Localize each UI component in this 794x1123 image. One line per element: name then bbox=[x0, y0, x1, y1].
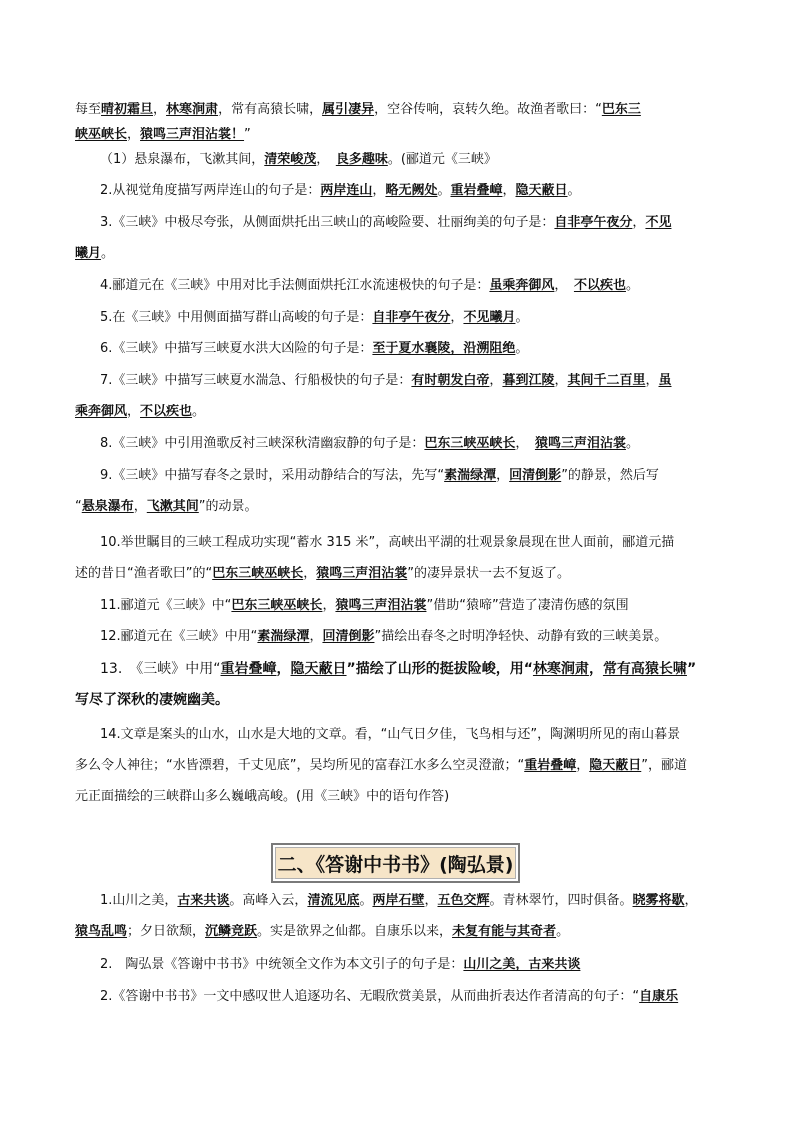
answer-blank: 属引凄异 bbox=[322, 102, 375, 117]
text-line: 6.《三峡》中描写三峡夏水洪大凶险的句子是：至于夏水襄陵，沿溯阻绝。 bbox=[100, 341, 529, 356]
text-line: 1.山川之美，古来共谈。高峰入云，清流见底。两岸石壁，五色交辉。青林翠竹，四时俱备。晓雾将歇， bbox=[100, 893, 698, 908]
text-line: （1）悬泉瀑布，飞漱其间，清荣峻茂， 良多趣味。(郦道元《三峡》 bbox=[100, 152, 497, 167]
answer-blank: 两岸石壁 bbox=[372, 893, 425, 908]
answer-blank: 自非亭午夜分 bbox=[372, 310, 451, 325]
answer-blank: 晓雾将歇 bbox=[632, 893, 685, 908]
answer-blank: 回清倒影 bbox=[322, 629, 375, 644]
answer-blank: 晴初霜旦 bbox=[101, 102, 154, 117]
answer-blank: 素湍绿潭 bbox=[444, 468, 497, 483]
answer-blank: 巴东三峡巫峡长 bbox=[424, 436, 516, 451]
answer-blank: 自非亭午夜分 bbox=[554, 215, 633, 230]
answer-blank: 悬泉瀑布 bbox=[81, 499, 134, 514]
text-line: 2.从视觉角度描写两岸连山的句子是：两岸连山，略无阙处。重岩叠嶂，隐天蔽日。 bbox=[100, 183, 581, 198]
answer-blank: 乘奔御风 bbox=[75, 404, 128, 419]
text-line: 2.《答谢中书书》一文中感叹世人追逐功名、无暇欣赏美景，从而曲折表达作者清高的句子：“自康乐 bbox=[100, 989, 679, 1004]
text-line: 12.郦道元在《三峡》中用“素湍绿潭，回清倒影”描绘出春冬之时明净轻快、动静有致的三峡美景。 bbox=[100, 629, 668, 644]
text-line: 曦月。 bbox=[75, 246, 115, 261]
text-line: 写尽了深秋的凄婉幽美。 bbox=[75, 692, 229, 708]
answer-blank: 猿鸣三声泪沾裳 bbox=[335, 598, 427, 613]
answer-blank: 清荣峻茂 bbox=[264, 152, 317, 167]
answer-blank: 隐天蔽日 bbox=[589, 758, 642, 773]
text-line: 每至晴初霜旦，林寒涧肃，常有高猿长啸，属引凄异，空谷传响，哀转久绝。故渔者歌曰：“巴东三 bbox=[75, 102, 641, 117]
text-line: 9.《三峡》中描写春冬之景时，采用动静结合的写法，先写“素湍绿潭，回清倒影”的静景，然后写 bbox=[100, 468, 659, 483]
text-line: 13. 《三峡》中用“重岩叠嶂，隐天蔽日”描绘了山形的挺拔险峻，用“林寒涧肃，常有高猿长啸” bbox=[100, 661, 697, 677]
answer-blank: 暮到江陵 bbox=[502, 373, 555, 388]
answer-blank: 常有高猿长啸 bbox=[602, 661, 687, 677]
text-line: 猿鸟乱鸣；夕日欲颓，沉鳞竞跃。实是欲界之仙都。自康乐以来，未复有能与其奇者。 bbox=[75, 924, 570, 939]
answer-blank: 重岩叠嶂 bbox=[524, 758, 577, 773]
text-line: “悬泉瀑布，飞漱其间”的动景。 bbox=[75, 499, 258, 514]
answer-blank: 未复有能与其奇者 bbox=[452, 924, 557, 939]
answer-blank: 猿鸟乱鸣 bbox=[75, 924, 128, 939]
answer-blank: 有时朝发白帝 bbox=[411, 373, 490, 388]
text-line: 述的昔日“渔者歌曰”的“巴东三峡巫峡长，猿鸣三声泪沾裳”的凄异景状一去不复返了。 bbox=[75, 566, 571, 581]
answer-blank: 隐天蔽日 bbox=[290, 661, 347, 677]
answer-blank: 不见 bbox=[645, 215, 672, 230]
text-line: 乘奔御风，不以疾也。 bbox=[75, 404, 206, 419]
section-heading-title: 二、《答谢中书书》(陶弘景) bbox=[275, 847, 516, 879]
answer-blank: 猿鸣三声泪沾裳 bbox=[316, 566, 408, 581]
answer-blank: 峡巫峡长 bbox=[75, 127, 128, 142]
text-line: 峡巫峡长，猿鸣三声泪沾裳！” bbox=[75, 127, 251, 142]
answer-blank: 虽 bbox=[658, 373, 672, 388]
text-line: 4.郦道元在《三峡》中用对比手法侧面烘托江水流速极快的句子是：虽乘奔御风， 不以疾也。 bbox=[100, 278, 639, 293]
answer-blank: 古来共谈 bbox=[177, 893, 230, 908]
answer-blank: 不以疾也 bbox=[573, 278, 626, 293]
answer-blank: 至于夏水襄陵，沿溯阻绝 bbox=[372, 341, 516, 356]
answer-blank: 回清倒影 bbox=[509, 468, 562, 483]
answer-blank: 飞漱其间 bbox=[146, 499, 199, 514]
answer-blank: 略无阙处 bbox=[385, 183, 438, 198]
answer-blank: 重岩叠嶂 bbox=[450, 183, 503, 198]
answer-blank: 两岸连山 bbox=[320, 183, 373, 198]
text-line: 10.举世瞩目的三峡工程成功实现“蓄水 315 米”，高峡出平湖的壮观景象晨现在世人面前，郦道元描 bbox=[100, 535, 675, 550]
answer-blank: 曦月 bbox=[75, 246, 102, 261]
answer-blank: 素湍绿潭 bbox=[257, 629, 310, 644]
section-heading bbox=[271, 843, 520, 883]
text-line: 2. 陶弘景《答谢中书书》中统领全文作为本文引子的句子是：山川之美，古来共谈 bbox=[100, 957, 581, 972]
text-line: 11.郦道元《三峡》中“巴东三峡巫峡长，猿鸣三声泪沾裳”借助“猿啼”营造了凄清伤感的氛围 bbox=[100, 598, 629, 613]
text-line: 多么令人神往；“水皆漂碧，千丈见底”，吴均所见的富春江水多么空灵澄澈；“重岩叠嶂，隐天蔽日”，郦道 bbox=[75, 758, 688, 773]
answer-blank: 沉鳞竞跃 bbox=[205, 924, 258, 939]
answer-blank: 其间千二百里 bbox=[567, 373, 646, 388]
answer-blank: 巴东三 bbox=[601, 102, 641, 117]
answer-blank: 林寒涧肃 bbox=[166, 102, 219, 117]
answer-blank: 自康乐 bbox=[639, 989, 679, 1004]
answer-blank: 清流见底 bbox=[307, 893, 360, 908]
text-line: 8.《三峡》中引用渔歌反衬三峡深秋清幽寂静的句子是：巴东三峡巫峡长， 猿鸣三声泪沾裳。 bbox=[100, 436, 639, 451]
answer-blank: 猿鸣三声泪沾裳！ bbox=[140, 127, 245, 142]
text-line: 元正面描绘的三峡群山多么巍峨高峻。(用《三峡》中的语句作答) bbox=[75, 789, 450, 804]
text-line: 7.《三峡》中描写三峡夏水湍急、行船极快的句子是：有时朝发白帝，暮到江陵，其间千二百里，虽 bbox=[100, 373, 672, 388]
answer-blank: 山川之美，古来共谈 bbox=[463, 957, 581, 972]
answer-blank: 巴东三峡巫峡长 bbox=[212, 566, 304, 581]
answer-blank: 良多趣味 bbox=[335, 152, 388, 167]
answer-blank: 巴东三峡巫峡长 bbox=[231, 598, 323, 613]
answer-blank: 重岩叠嶂 bbox=[220, 661, 277, 677]
answer-blank: 猿鸣三声泪沾裳 bbox=[534, 436, 626, 451]
answer-blank: 林寒涧肃 bbox=[532, 661, 589, 677]
answer-blank: 虽乘奔御风 bbox=[489, 278, 555, 293]
answer-blank: 不见曦月 bbox=[463, 310, 516, 325]
text-line: 5.在《三峡》中用侧面描写群山高峻的句子是：自非亭午夜分，不见曦月。 bbox=[100, 310, 529, 325]
answer-blank: 五色交辉 bbox=[437, 893, 490, 908]
text-line: 3.《三峡》中极尽夸张，从侧面烘托出三峡山的高峻险要、壮丽绚美的句子是：自非亭午夜分，不见 bbox=[100, 215, 672, 230]
answer-blank: 不以疾也 bbox=[140, 404, 193, 419]
answer-blank: 隐天蔽日 bbox=[515, 183, 568, 198]
text-line: 14.文章是案头的山水，山水是大地的文章。看，“山气日夕佳，飞鸟相与还”，陶渊明所见的南山暮景 bbox=[100, 727, 681, 742]
